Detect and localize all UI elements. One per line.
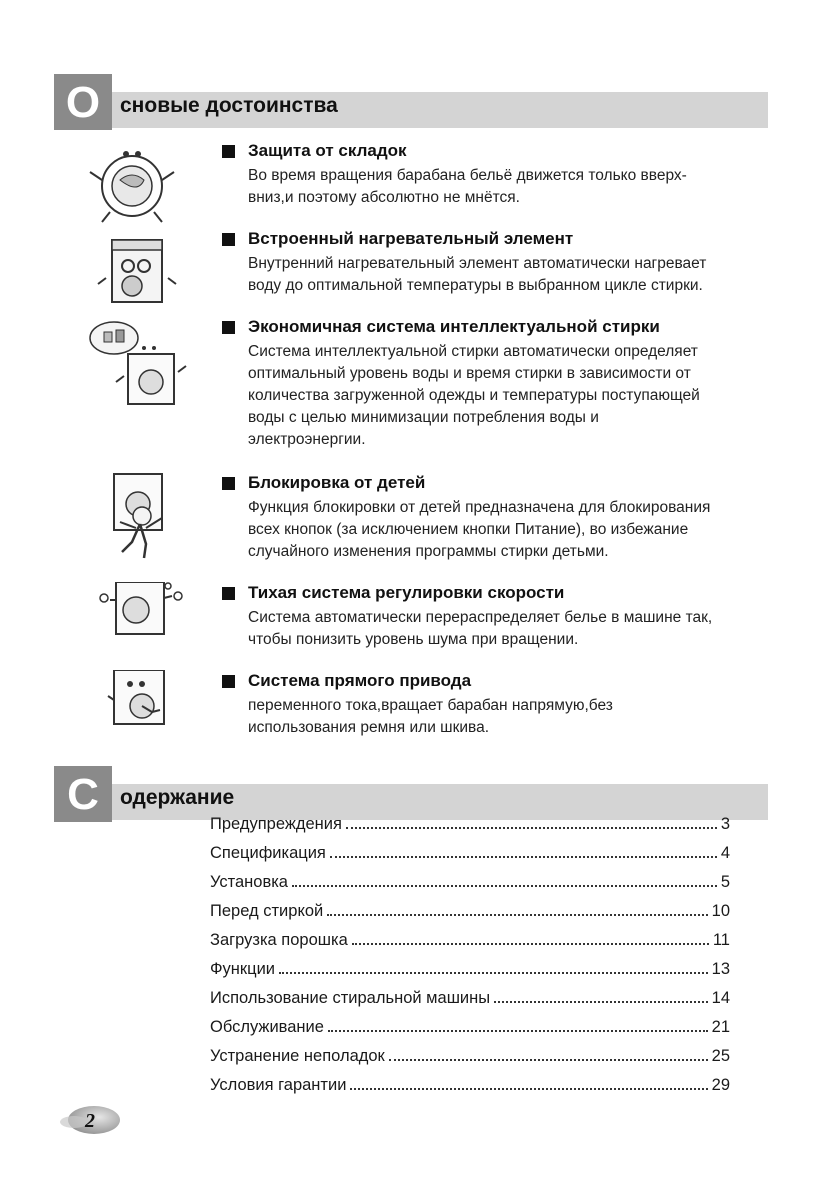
advantages-header [54, 74, 768, 148]
page-number [56, 1104, 122, 1136]
leader-dots [328, 1030, 708, 1032]
smart-washer-icon [80, 316, 190, 406]
advantages-title: сновые достоинства [120, 94, 338, 117]
feature-description: Система интеллектуальной стирки автоматически определяет оптимальный уровень воды и время стирки в зависимости от количества загруженной одежды и температуры поступающей воды с целью минимизации потребления воды и электроэнергии. [248, 343, 700, 448]
leader-dots [346, 827, 717, 829]
direct-drive-icon [80, 670, 190, 760]
heater-icon [80, 228, 190, 318]
tumbling-drum-icon [80, 140, 190, 230]
bullet-icon [222, 321, 235, 334]
feature-title: Система прямого привода [222, 670, 762, 692]
toc-entry[interactable]: Использование стиральной машины 14 [210, 989, 730, 1007]
header-letter: С [54, 766, 112, 822]
toc-entry[interactable]: Загрузка порошка 11 [210, 931, 730, 949]
toc-entry[interactable]: Перед стиркой 10 [210, 902, 730, 920]
leader-dots [494, 1001, 708, 1003]
leader-dots [327, 914, 707, 916]
toc-entry[interactable]: Функции 13 [210, 960, 730, 978]
bullet-icon [222, 477, 235, 490]
contents-title: одержание [120, 786, 235, 809]
feature-title: Тихая система регулировки скорости [222, 582, 762, 604]
leader-dots [292, 885, 717, 887]
feature-description: Система автоматически перераспределяет белье в машине так, чтобы понизить уровень шума при вращении. [248, 609, 713, 648]
header-letter: О [54, 74, 112, 130]
leader-dots [352, 943, 709, 945]
feature-title: Защита от складок [222, 140, 762, 162]
toc-entry[interactable]: Обслуживание 21 [210, 1018, 730, 1036]
leader-dots [389, 1059, 708, 1061]
toc-entry[interactable]: Устранение неполадок 25 [210, 1047, 730, 1065]
feature-title: Встроенный нагревательный элемент [222, 228, 762, 250]
leader-dots [350, 1088, 707, 1090]
toc-entry[interactable]: Установка 5 [210, 873, 730, 891]
bullet-icon [222, 587, 235, 600]
child-lock-icon [80, 472, 190, 562]
table-of-contents [210, 815, 730, 1105]
feature-description: Внутренний нагревательный элемент автоматически нагревает воду до оптимальной температуры в выбранном цикле стирки. [248, 255, 707, 294]
toc-entry[interactable]: Предупреждения 3 [210, 815, 730, 833]
toc-entry[interactable]: Условия гарантии 29 [210, 1076, 730, 1094]
toc-entry[interactable]: Спецификация 4 [210, 844, 730, 862]
feature-title: Блокировка от детей [222, 472, 762, 494]
feature-description: переменного тока,вращает барабан напрямую,без использования ремня или шкива. [248, 697, 613, 736]
feature-description: Во время вращения барабана бельё движется только вверх- вниз,и поэтому абсолютно не мнётся. [248, 167, 687, 206]
leader-dots [330, 856, 717, 858]
quiet-washer-icon [80, 582, 190, 672]
bullet-icon [222, 145, 235, 158]
feature-description: Функция блокировки от детей предназначена для блокирования всех кнопок (за исключением кнопки Питание), во избежание случайного изменения программы стирки детьми. [248, 499, 711, 560]
leader-dots [279, 972, 708, 974]
bullet-icon [222, 233, 235, 246]
svg-text:2: 2 [85, 1110, 95, 1132]
bullet-icon [222, 675, 235, 688]
feature-title: Экономичная система интеллектуальной стирки [222, 316, 762, 338]
